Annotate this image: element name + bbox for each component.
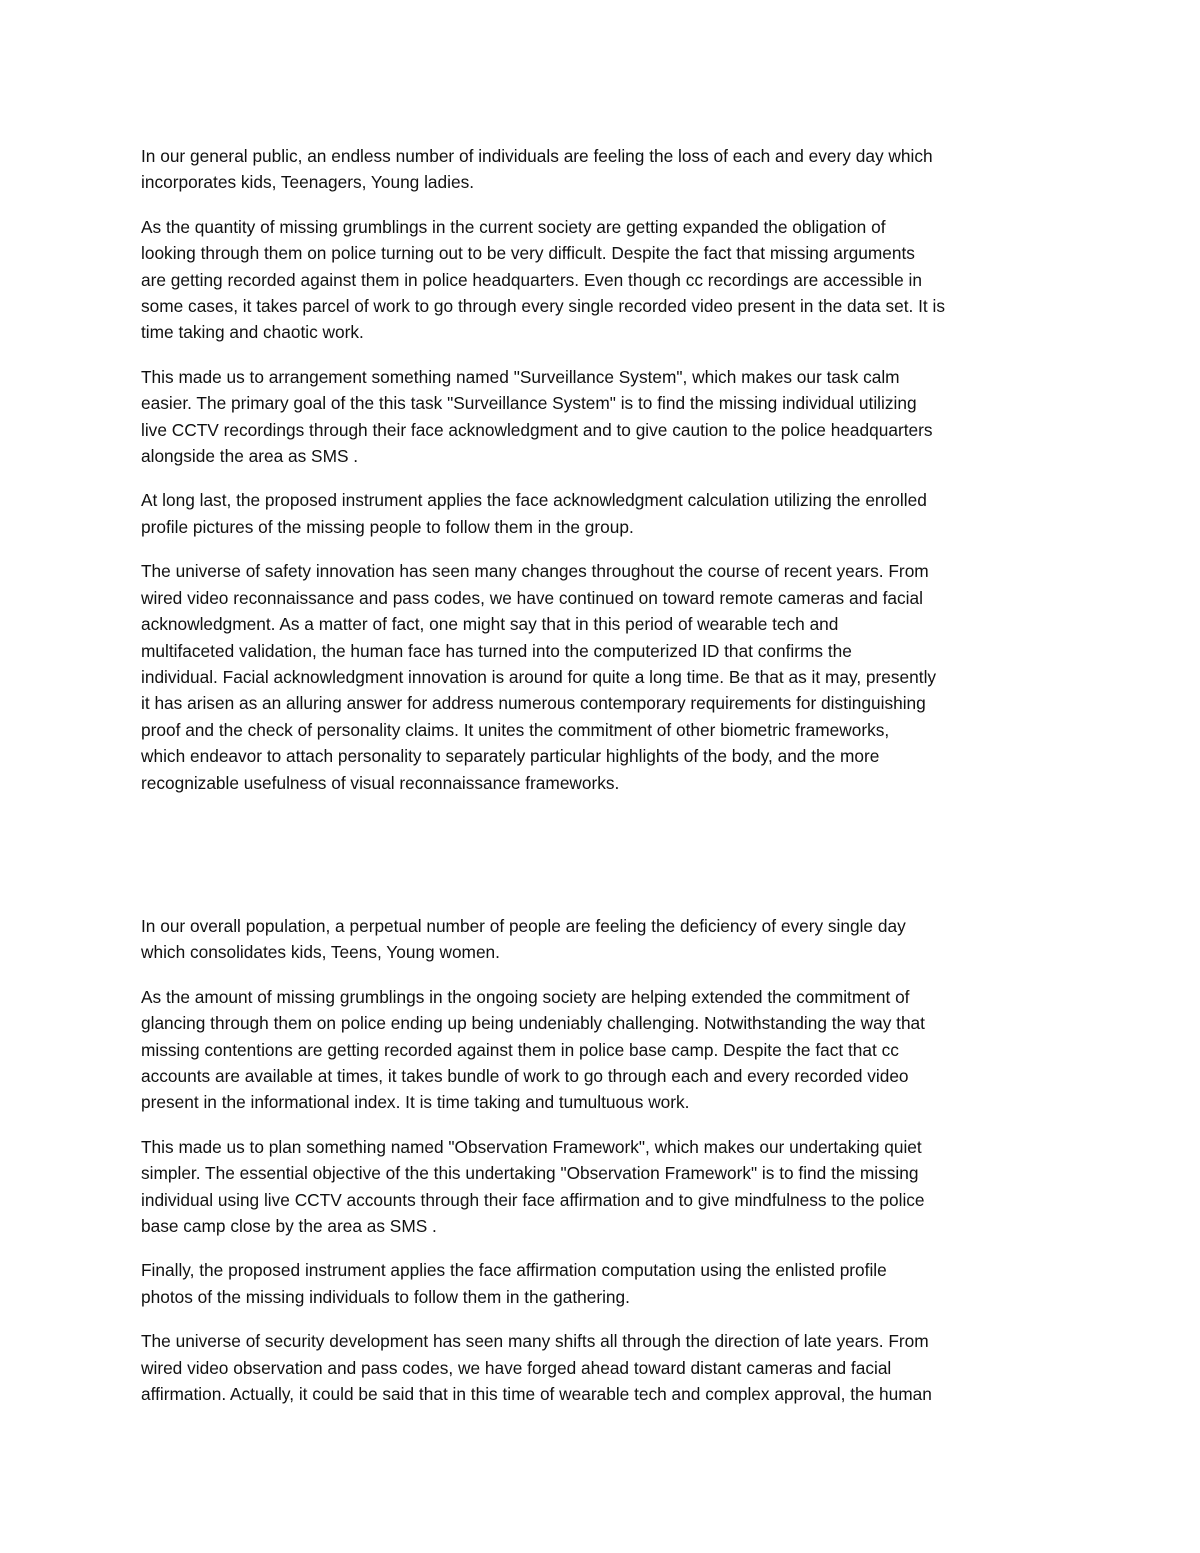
paragraph: The universe of security development has seen many shifts all through the direction of late years. From wired video observation and pass codes, we have forged ahead toward distant cameras and facial affirmation. Actually, it could be said that in this time of wearable tech and complex approval, the human bbox=[141, 1331, 932, 1405]
paragraph: The universe of safety innovation has seen many changes throughout the course of recent years. From wired video reconnaissance and pass codes, we have continued on toward remote cameras and facial acknowledgment. As a matter of fact, one might say that in this period of wearable tech and multifaceted validation, the human face has turned into the computerized ID that confirms the individual. Facial acknowledgment innovation is around for quite a long time. Be that as it may, presently it has arisen as an alluring answer for address numerous contemporary requirements for distinguishing proof and the check of personality claims. It unites the commitment of other biometric frameworks, which endeavor to attach personality to separately particular highlights of the body, and the more recognizable usefulness of visual reconnaissance frameworks. bbox=[141, 561, 937, 793]
paragraph: This made us to arrangement something named "Surveillance System", which makes our task calm easier. The primary goal of the this task "Surveillance System" is to find the missing individual utilizing live CCTV recordings through their face acknowledgment and to give caution to the police headquarters alongside the area as SMS . bbox=[141, 366, 933, 467]
paragraph: This made us to plan something named "Observation Framework", which makes our undertaking quiet simpler. The essential objective of the this undertaking "Observation Framework" is to find the missing individual using live CCTV accounts through their face affirmation and to give mindfulness to the police base camp close by the area as SMS . bbox=[141, 1136, 925, 1237]
paragraph: In our overall population, a perpetual number of people are feeling the deficiency of every single day which consolidates kids, Teens, Young women. bbox=[141, 916, 906, 963]
document-section-1 bbox=[141, 143, 1061, 814]
paragraph: As the amount of missing grumblings in the ongoing society are helping extended the commitment of glancing through them on police ending up being undeniably challenging. Notwithstanding the way that missing contentions are getting recorded against them in police base camp. Despite the fact that cc accounts are available at times, it takes bundle of work to go through each and every recorded video present in the informational index. It is time taking and tumultuous work. bbox=[141, 986, 925, 1113]
paragraph: In our general public, an endless number of individuals are feeling the loss of each and every day which incorporates kids, Teenagers, Young ladies. bbox=[141, 146, 933, 193]
paragraph: At long last, the proposed instrument applies the face acknowledgment calculation utilizing the enrolled profile pictures of the missing people to follow them in the group. bbox=[141, 490, 927, 537]
paragraph: Finally, the proposed instrument applies the face affirmation computation using the enlisted profile photos of the missing individuals to follow them in the gathering. bbox=[141, 1260, 887, 1307]
paragraph: As the quantity of missing grumblings in the current society are getting expanded the obligation of looking through them on police turning out to be very difficult. Despite the fact that missing arguments are getting recorded against them in police headquarters. Even though cc recordings are accessible in some cases, it takes parcel of work to go through every single recorded video present in the data set. It is time taking and chaotic work. bbox=[141, 216, 945, 343]
document-section-2 bbox=[141, 913, 1061, 1426]
